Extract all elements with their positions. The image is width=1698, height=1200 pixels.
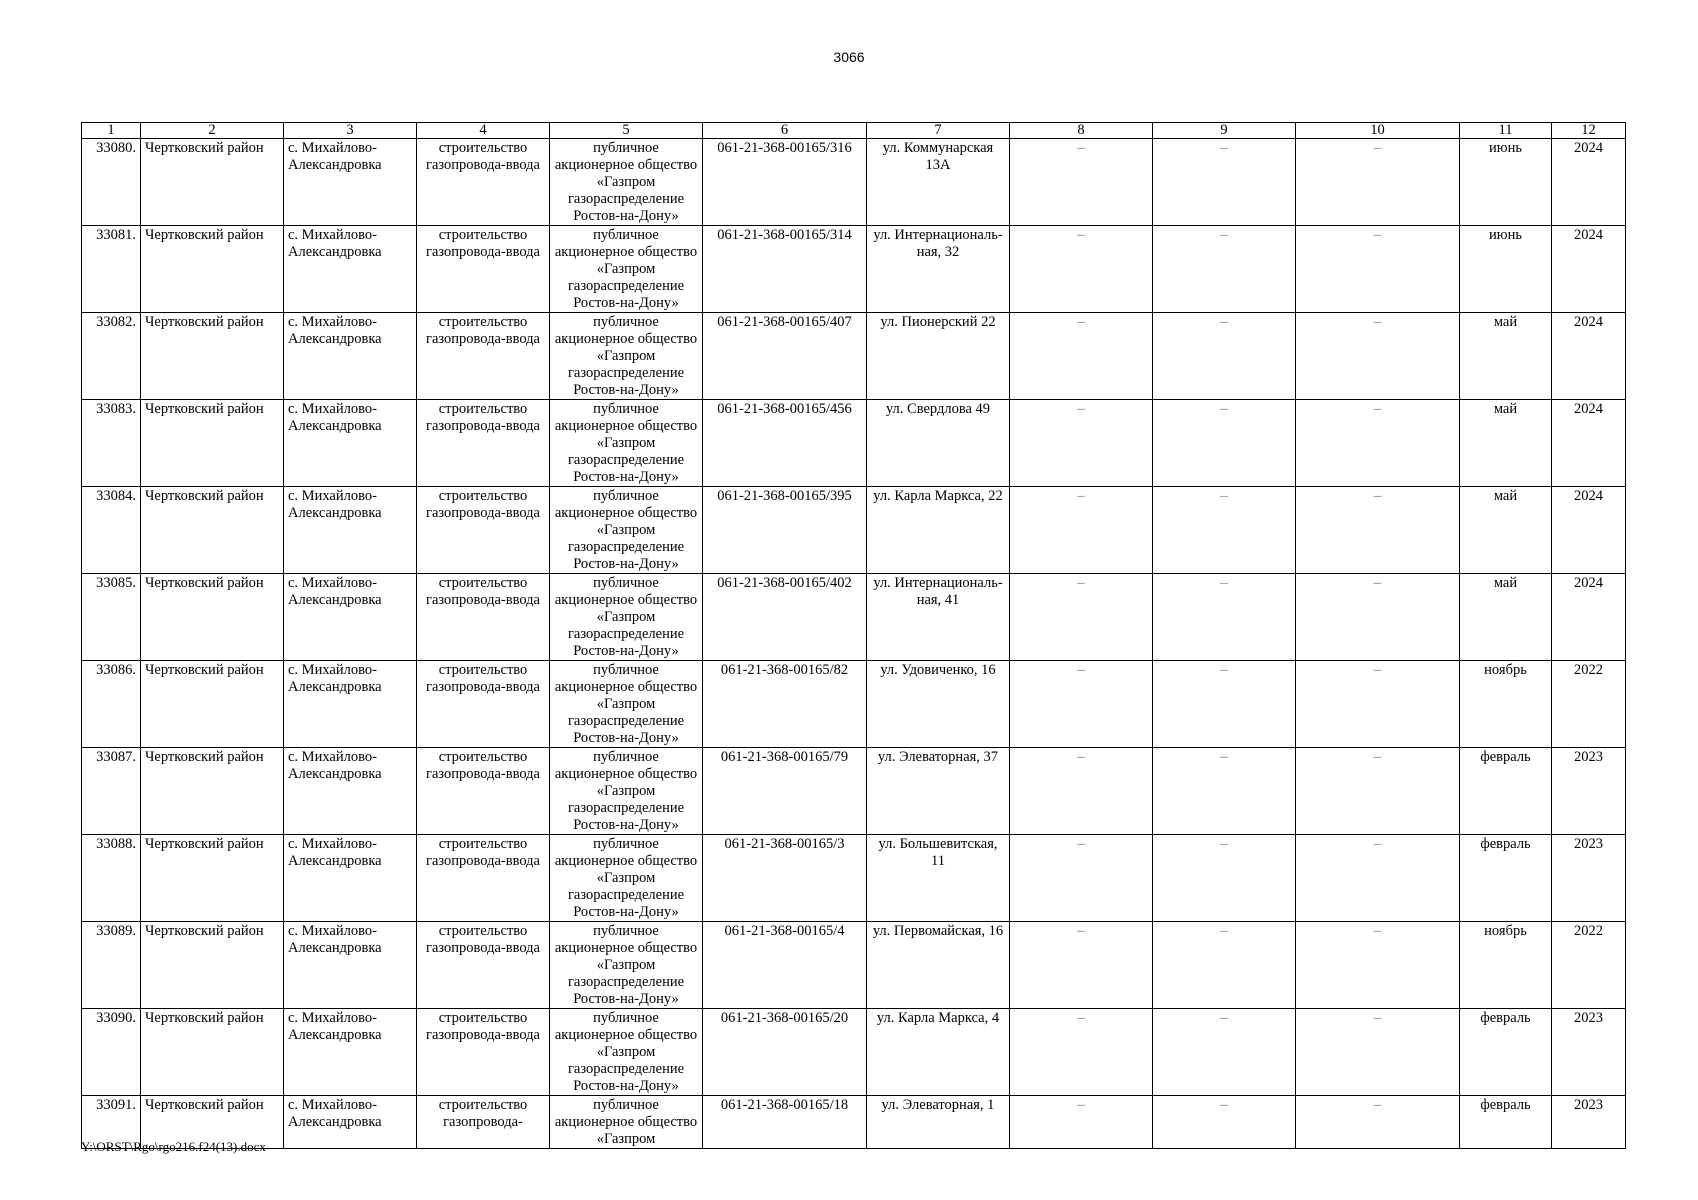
column-8-cell: – [1010,1009,1153,1096]
address-cell: ул. Коммунарская 13А [867,139,1010,226]
row-number-cell: 33082. [82,313,141,400]
column-9-cell: – [1153,922,1296,1009]
row-number-cell: 33090. [82,1009,141,1096]
organization-cell: публичное акционерное общество «Газпром газораспределение Ростов-на-Дону» [550,835,703,922]
district-cell: Чертковский район [141,226,284,313]
work-type-cell: строительство газопровода-ввода [417,748,550,835]
locality-cell: с. Михайлово-Александровка [284,1009,417,1096]
address-cell: ул. Большевитская, 11 [867,835,1010,922]
column-10-cell: – [1296,1096,1460,1149]
month-cell: февраль [1460,835,1552,922]
month-cell: май [1460,313,1552,400]
column-header-2: 2 [141,123,284,139]
column-10-cell: – [1296,922,1460,1009]
row-number-cell: 33085. [82,574,141,661]
address-cell: ул. Свердлова 49 [867,400,1010,487]
column-header-10: 10 [1296,123,1460,139]
column-8-cell: – [1010,922,1153,1009]
month-cell: ноябрь [1460,922,1552,1009]
registry-code-cell: 061-21-368-00165/20 [703,1009,867,1096]
column-10-cell: – [1296,313,1460,400]
column-8-cell: – [1010,226,1153,313]
year-cell: 2024 [1552,313,1626,400]
column-8-cell: – [1010,574,1153,661]
column-8-cell: – [1010,1096,1153,1149]
column-header-9: 9 [1153,123,1296,139]
column-9-cell: – [1153,313,1296,400]
registry-code-cell: 061-21-368-00165/402 [703,574,867,661]
month-cell: июнь [1460,139,1552,226]
month-cell: май [1460,400,1552,487]
row-number-cell: 33089. [82,922,141,1009]
work-type-cell: строительство газопровода-ввода [417,313,550,400]
year-cell: 2023 [1552,1009,1626,1096]
address-cell: ул. Карла Маркса, 4 [867,1009,1010,1096]
row-number-cell: 33091. [82,1096,141,1149]
column-10-cell: – [1296,661,1460,748]
column-8-cell: – [1010,661,1153,748]
column-10-cell: – [1296,400,1460,487]
table-row [82,313,1626,400]
column-9-cell: – [1153,1096,1296,1149]
table-row [82,922,1626,1009]
table-row [82,139,1626,226]
organization-cell: публичное акционерное общество «Газпром газораспределение Ростов-на-Дону» [550,487,703,574]
year-cell: 2024 [1552,139,1626,226]
work-type-cell: строительство газопровода-ввода [417,922,550,1009]
address-cell: ул. Первомайская, 16 [867,922,1010,1009]
table-row [82,835,1626,922]
locality-cell: с. Михайлово-Александровка [284,748,417,835]
organization-cell: публичное акционерное общество «Газпром газораспределение Ростов-на-Дону» [550,922,703,1009]
work-type-cell: строительство газопровода-ввода [417,835,550,922]
column-8-cell: – [1010,400,1153,487]
year-cell: 2024 [1552,226,1626,313]
column-10-cell: – [1296,487,1460,574]
district-cell: Чертковский район [141,1009,284,1096]
year-cell: 2024 [1552,400,1626,487]
table-row [82,574,1626,661]
registry-code-cell: 061-21-368-00165/18 [703,1096,867,1149]
month-cell: ноябрь [1460,661,1552,748]
table-row [82,1096,1626,1149]
work-type-cell: строительство газопровода-ввода [417,487,550,574]
address-cell: ул. Интернациональ-ная, 32 [867,226,1010,313]
row-number-cell: 33081. [82,226,141,313]
registry-code-cell: 061-21-368-00165/407 [703,313,867,400]
registry-code-cell: 061-21-368-00165/316 [703,139,867,226]
table-row [82,748,1626,835]
district-cell: Чертковский район [141,400,284,487]
registry-code-cell: 061-21-368-00165/314 [703,226,867,313]
address-cell: ул. Элеваторная, 1 [867,1096,1010,1149]
column-header-8: 8 [1010,123,1153,139]
year-cell: 2023 [1552,748,1626,835]
district-cell: Чертковский район [141,661,284,748]
column-header-12: 12 [1552,123,1626,139]
work-type-cell: строительство газопровода-ввода [417,661,550,748]
row-number-cell: 33086. [82,661,141,748]
registry-code-cell: 061-21-368-00165/3 [703,835,867,922]
month-cell: июнь [1460,226,1552,313]
district-cell: Чертковский район [141,139,284,226]
month-cell: февраль [1460,1096,1552,1149]
year-cell: 2022 [1552,661,1626,748]
column-10-cell: – [1296,574,1460,661]
column-9-cell: – [1153,400,1296,487]
locality-cell: с. Михайлово-Александровка [284,400,417,487]
column-9-cell: – [1153,748,1296,835]
month-cell: февраль [1460,1009,1552,1096]
district-cell: Чертковский район [141,835,284,922]
table-body [82,139,1626,1149]
locality-cell: с. Михайлово-Александровка [284,835,417,922]
address-cell: ул. Удовиченко, 16 [867,661,1010,748]
year-cell: 2024 [1552,487,1626,574]
work-type-cell: строительство газопровода-ввода [417,400,550,487]
district-cell: Чертковский район [141,313,284,400]
column-9-cell: – [1153,661,1296,748]
organization-cell: публичное акционерное общество «Газпром [550,1096,703,1149]
work-type-cell: строительство газопровода-ввода [417,1009,550,1096]
year-cell: 2023 [1552,835,1626,922]
organization-cell: публичное акционерное общество «Газпром газораспределение Ростов-на-Дону» [550,1009,703,1096]
column-header-11: 11 [1460,123,1552,139]
organization-cell: публичное акционерное общество «Газпром газораспределение Ростов-на-Дону» [550,313,703,400]
year-cell: 2024 [1552,574,1626,661]
row-number-cell: 33083. [82,400,141,487]
locality-cell: с. Михайлово-Александровка [284,661,417,748]
row-number-cell: 33084. [82,487,141,574]
row-number-cell: 33087. [82,748,141,835]
footer-file-path: Y:\ORST\Rgo\rgo216.f24(13).docx [81,1139,266,1154]
column-9-cell: – [1153,487,1296,574]
month-cell: май [1460,574,1552,661]
column-10-cell: – [1296,748,1460,835]
column-8-cell: – [1010,487,1153,574]
locality-cell: с. Михайлово-Александровка [284,487,417,574]
column-8-cell: – [1010,313,1153,400]
page-number: 3066 [833,49,865,65]
table-row [82,400,1626,487]
column-8-cell: – [1010,139,1153,226]
column-9-cell: – [1153,574,1296,661]
month-cell: май [1460,487,1552,574]
column-9-cell: – [1153,835,1296,922]
registry-code-cell: 061-21-368-00165/395 [703,487,867,574]
address-cell: ул. Интернациональ-ная, 41 [867,574,1010,661]
column-header-4: 4 [417,123,550,139]
address-cell: ул. Карла Маркса, 22 [867,487,1010,574]
table-row [82,487,1626,574]
address-cell: ул. Пионерский 22 [867,313,1010,400]
registry-code-cell: 061-21-368-00165/82 [703,661,867,748]
locality-cell: с. Михайлово-Александровка [284,1096,417,1149]
organization-cell: публичное акционерное общество «Газпром газораспределение Ростов-на-Дону» [550,400,703,487]
column-header-1: 1 [82,123,141,139]
column-8-cell: – [1010,748,1153,835]
work-type-cell: строительство газопровода-ввода [417,139,550,226]
header-row [82,123,1626,139]
district-cell: Чертковский район [141,574,284,661]
locality-cell: с. Михайлово-Александровка [284,922,417,1009]
column-9-cell: – [1153,226,1296,313]
organization-cell: публичное акционерное общество «Газпром газораспределение Ростов-на-Дону» [550,226,703,313]
registry-code-cell: 061-21-368-00165/4 [703,922,867,1009]
year-cell: 2022 [1552,922,1626,1009]
table-row [82,226,1626,313]
table-row [82,1009,1626,1096]
data-table [81,122,1626,1149]
district-cell: Чертковский район [141,487,284,574]
column-10-cell: – [1296,226,1460,313]
column-header-6: 6 [703,123,867,139]
locality-cell: с. Михайлово-Александровка [284,574,417,661]
registry-code-cell: 061-21-368-00165/456 [703,400,867,487]
column-10-cell: – [1296,139,1460,226]
district-cell: Чертковский район [141,748,284,835]
registry-code-cell: 061-21-368-00165/79 [703,748,867,835]
column-10-cell: – [1296,835,1460,922]
column-10-cell: – [1296,1009,1460,1096]
row-number-cell: 33088. [82,835,141,922]
row-number-cell: 33080. [82,139,141,226]
organization-cell: публичное акционерное общество «Газпром газораспределение Ростов-на-Дону» [550,748,703,835]
organization-cell: публичное акционерное общество «Газпром газораспределение Ростов-на-Дону» [550,139,703,226]
table-row [82,661,1626,748]
column-9-cell: – [1153,1009,1296,1096]
work-type-cell: строительство газопровода-ввода [417,574,550,661]
column-header-7: 7 [867,123,1010,139]
address-cell: ул. Элеваторная, 37 [867,748,1010,835]
district-cell: Чертковский район [141,922,284,1009]
column-header-5: 5 [550,123,703,139]
column-header-3: 3 [284,123,417,139]
district-cell: Чертковский район [141,1096,284,1149]
locality-cell: с. Михайлово-Александровка [284,226,417,313]
work-type-cell: строительство газопровода- [417,1096,550,1149]
month-cell: февраль [1460,748,1552,835]
work-type-cell: строительство газопровода-ввода [417,226,550,313]
locality-cell: с. Михайлово-Александровка [284,313,417,400]
locality-cell: с. Михайлово-Александровка [284,139,417,226]
column-9-cell: – [1153,139,1296,226]
organization-cell: публичное акционерное общество «Газпром газораспределение Ростов-на-Дону» [550,661,703,748]
column-8-cell: – [1010,835,1153,922]
organization-cell: публичное акционерное общество «Газпром газораспределение Ростов-на-Дону» [550,574,703,661]
year-cell: 2023 [1552,1096,1626,1149]
